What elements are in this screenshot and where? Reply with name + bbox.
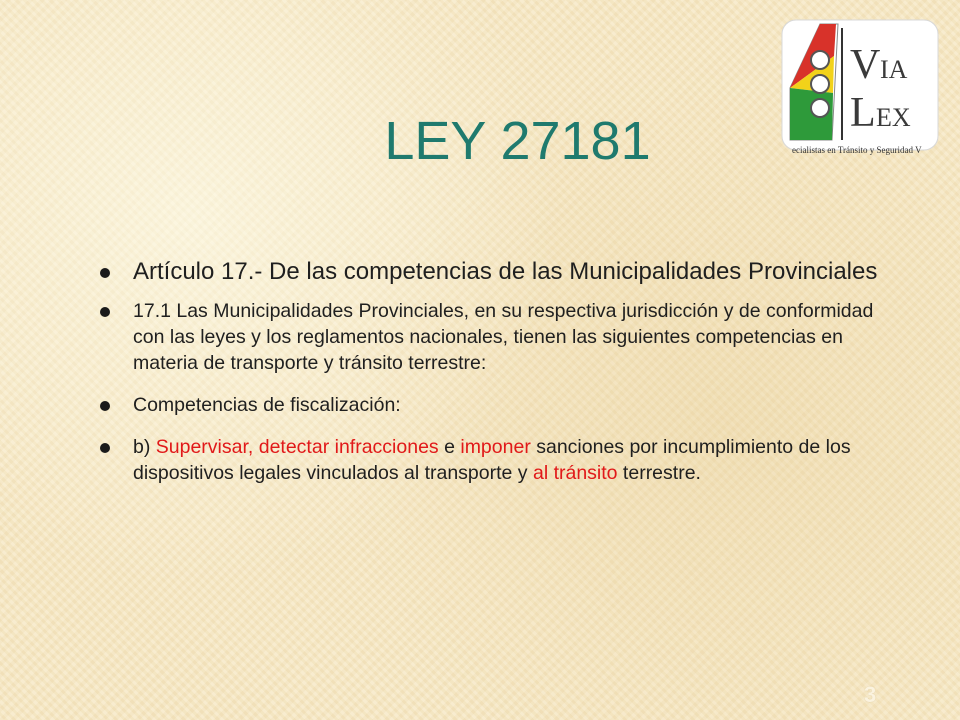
item-b-text-3: sanciones por incumplimiento de los dispositivos legales vinculados al transporte y: [133, 436, 851, 484]
item-b-highlight-3: al tránsito: [532, 462, 618, 484]
logo-l: L: [850, 90, 876, 136]
logo-ex: EX: [876, 103, 911, 132]
item-b-highlight-1: Supervisar, detectar infracciones: [155, 436, 439, 458]
item-b-text-2: e: [438, 436, 461, 458]
item-b-text-1: b): [133, 436, 156, 458]
slide-number: 3: [864, 682, 877, 707]
logo-v: V: [850, 42, 881, 88]
logo-caption: ecialistas en Tránsito y Seguridad V: [792, 145, 922, 155]
bullet-article-heading: Artículo 17.- De las competencias de las Municipalidades Provinciales: [100, 256, 880, 288]
item-b-text-4: terrestre.: [617, 462, 701, 484]
bullet-item-b: [100, 434, 880, 486]
bullet-competencies-intro: 17.1 Las Municipalidades Provinciales, en su respectiva jurisdicción y de conformidad con las leyes y los reglamentos nacionales, tienen las siguientes competencias en materia de transporte y tránsito terrestre:: [100, 298, 880, 376]
item-b-highlight-2: imponer: [460, 436, 531, 458]
bullet-list: [100, 256, 880, 502]
slide-title: LEY 27181: [384, 111, 651, 171]
bullet-fiscalization: Competencias de fiscalización:: [100, 392, 880, 418]
logo-ia: IA: [880, 55, 908, 84]
